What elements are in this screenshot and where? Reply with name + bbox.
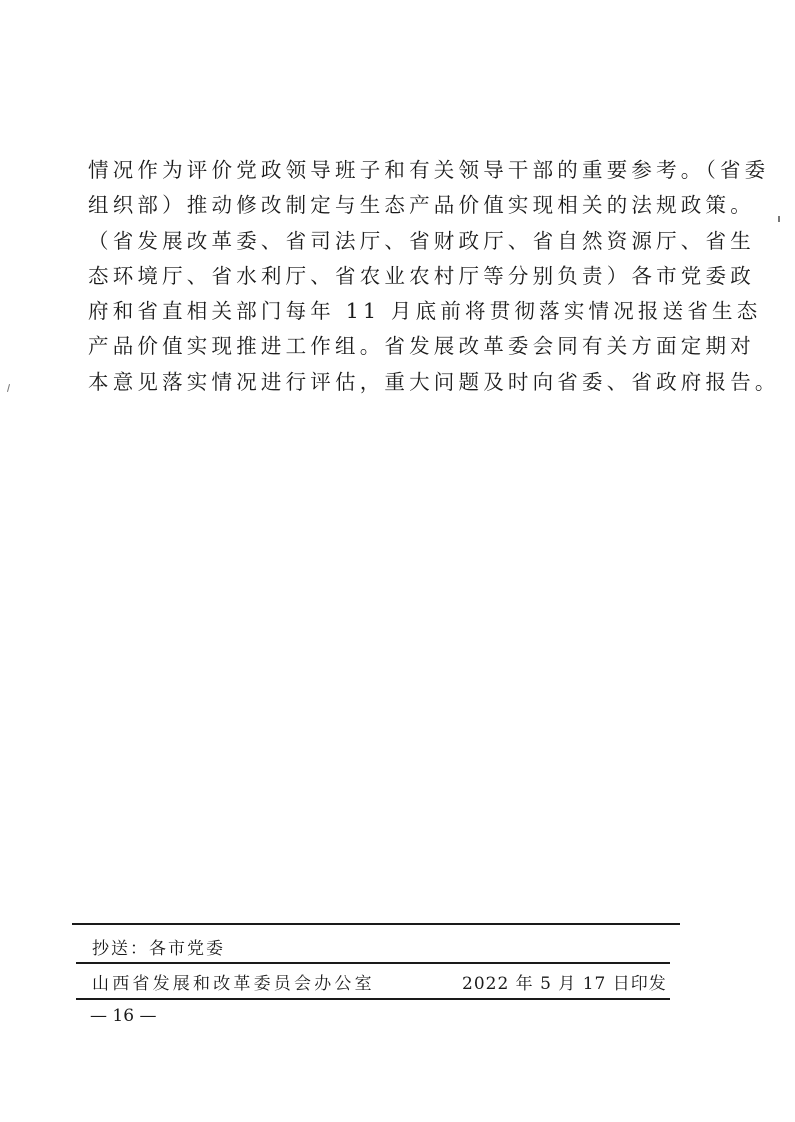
body-line: 府和省直相关部门每年 11 月底前将贯彻落实情况报送省生态 xyxy=(88,299,762,324)
cc-recipients: 抄送：各市党委 xyxy=(92,939,225,959)
footer-rule-top xyxy=(72,923,680,925)
body-line: （省发展改革委、省司法厅、省财政厅、省自然资源厅、省生 xyxy=(88,228,755,253)
footer-rule-bottom xyxy=(76,998,670,1000)
page-number: — 16 — xyxy=(90,1006,157,1026)
issuing-office: 山西省发展和改革委员会办公室 xyxy=(92,974,375,994)
body-line: 本意见落实情况进行评估，重大问题及时向省委、省政府报告。 xyxy=(88,369,780,394)
body-line: 情况作为评价党政领导班子和有关领导干部的重要参考。（省委 xyxy=(88,158,770,182)
issue-date: 2022 年 5 月 17 日印发 xyxy=(462,974,667,994)
scan-speck xyxy=(778,216,780,222)
body-line: 态环境厅、省水利厅、省农业农村厅等分别负责）各市党委政 xyxy=(88,263,755,288)
scan-speck xyxy=(7,384,10,392)
body-line: 组织部）推动修改制定与生态产品价值实现相关的法规政策。 xyxy=(88,193,755,218)
body-paragraph xyxy=(88,153,780,400)
footer-rule-middle xyxy=(76,962,670,964)
body-line: 产品价值实现推进工作组。省发展改革委会同有关方面定期对 xyxy=(88,334,755,359)
